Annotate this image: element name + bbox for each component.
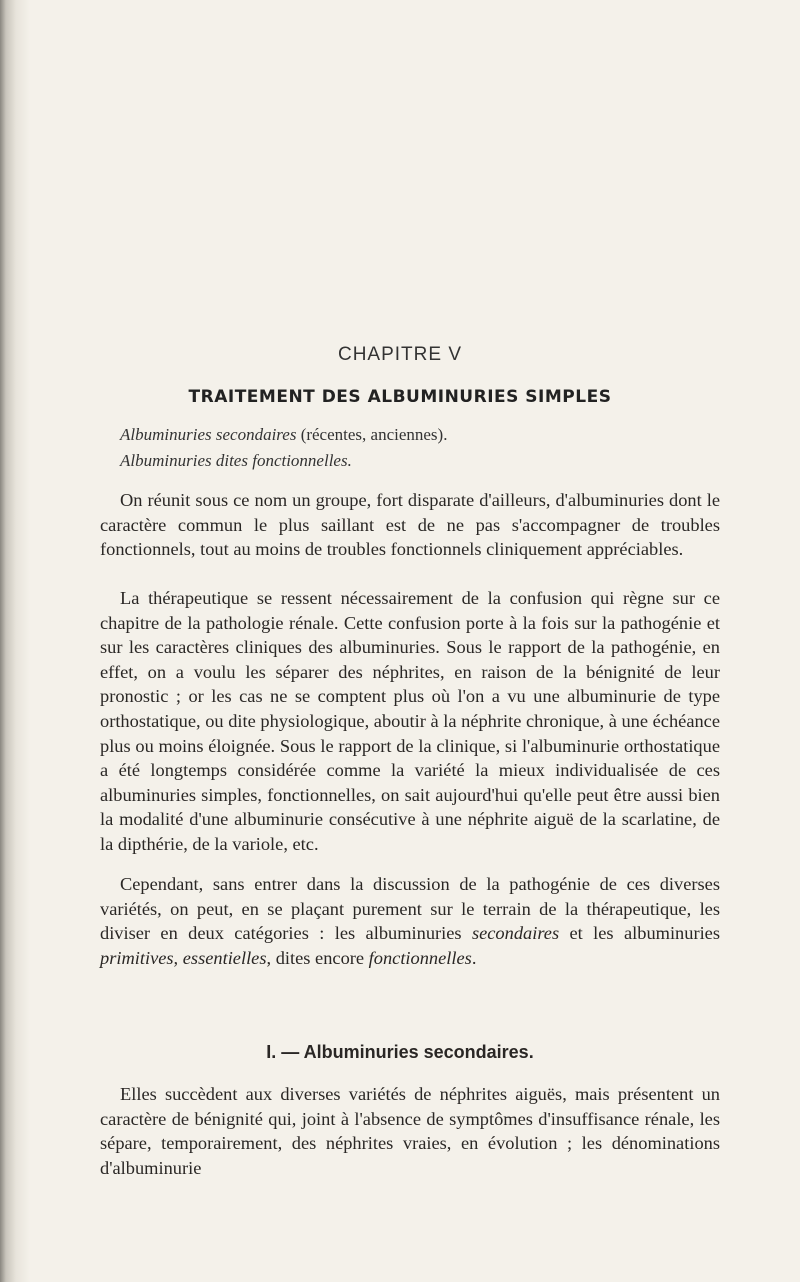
chapter-heading: CHAPITRE V — [337, 344, 463, 365]
subtitle-secondary-italic: Albuminuries secondaires — [120, 425, 297, 444]
chapter-title: TRAITEMENT DES ALBUMINURIES SIMPLES — [188, 387, 612, 407]
paragraph-2: La thérapeutique se ressent nécessairement de la confusion qui règne sur ce chapitre de la pathologie rénale. Cette confusion porte à la fois sur la pathogénie et sur les caractères cliniques des albuminuries. Sous le rapport de la pathogénie, en effet, on a voulu les séparer des néphrites, en raison de la bénignité de leur pronostic ; or les cas ne se comptent plus où l'on a vu une albuminurie de type orthostatique, ou dite physiologique, aboutir à la néphrite chronique, à une échéance plus ou moins éloignée. Sous le rapport de la clinique, si l'albuminurie orthostatique a été longtemps considérée comme la variété la mieux individualisée de ces albuminuries simples, fonctionnelles, on sait aujourd'hui qu'elle peut être aussi bien la modalité d'une albuminurie consécutive à une néphrite aiguë de la scarlatine, de la dipthérie, de la variole, etc. — [100, 588, 720, 854]
subtitle-functional: Albuminuries dites fonctionnelles. — [120, 451, 352, 470]
paragraph-3-em-3: fonctionnelles — [368, 947, 472, 968]
paragraph-3-em-2: primitives, essentielles — [100, 947, 267, 968]
paragraph-3-text-1: Cependant, sans entrer dans la discussion de la pathogénie de ces diverses variétés, on peut, en se plaçant purement sur le terrain de la thérapeutique, les diviser en deux catégories : les albuminuries — [100, 874, 720, 944]
paragraph-3-text-4: . — [471, 947, 477, 968]
paragraph-3-em-1: secondaires — [471, 923, 560, 944]
page-binding-edge — [0, 0, 30, 1282]
section-heading: I. — Albuminuries secondaires. — [266, 1042, 534, 1062]
paragraph-3-text-3: , dites encore — [266, 947, 369, 968]
paragraph-3 — [100, 872, 720, 970]
paragraph-3-text-2: et les albuminuries — [559, 923, 720, 944]
paragraph-1: On réunit sous ce nom un groupe, fort disparate d'ailleurs, d'albuminuries dont le caractère commun le plus saillant est de ne pas s'accompagner de troubles fonctionnels, tout au moins de troubles fonctionnels cliniquement appréciables. — [100, 490, 720, 560]
paragraph-4: Elles succèdent aux diverses variétés de néphrites aiguës, mais présentent un caractère de bénignité qui, joint à l'absence de symptômes d'insuffisance rénale, les sépare, temporairement, des néphrites vraies, en évolution ; les dénominations d'albuminurie — [100, 1084, 720, 1178]
subtitle-secondary-rest: (récentes, anciennes). — [296, 425, 448, 444]
subtitle-secondary — [120, 425, 720, 445]
